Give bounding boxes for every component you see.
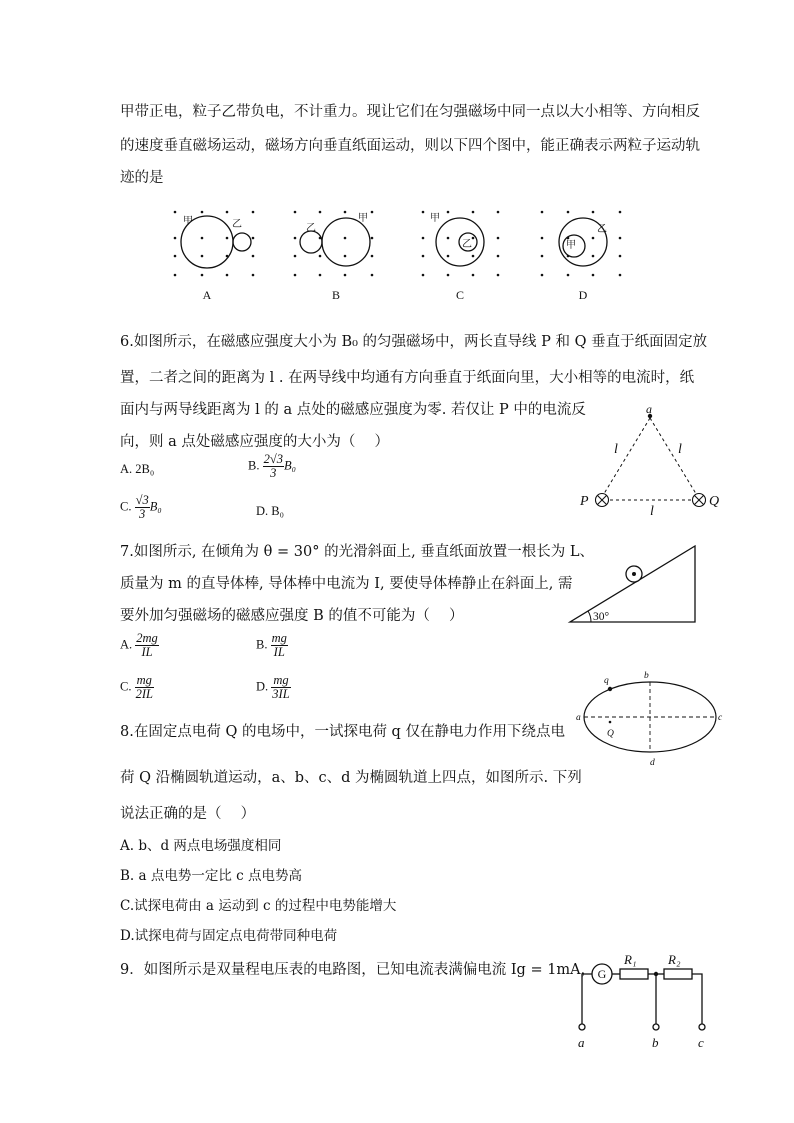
q5-line-2: 的速度垂直磁场运动，磁场方向垂直纸面运动，则以下四个图中，能正确表示两粒子运动轨 (120, 138, 700, 154)
label-l-bottom: l (650, 504, 654, 517)
label-a: a (646, 405, 652, 416)
q8-line-2: 荷 Q 沿椭圆轨道运动，a、b、c、d 为椭圆轨道上四点，如图所示. 下列 (120, 770, 582, 786)
angle-label: 30° (593, 611, 610, 623)
r2-label: R₂ (668, 952, 681, 967)
q7-option-c-num: mg (135, 674, 154, 688)
q7-option-a-fraction (135, 632, 159, 659)
dashed-side-qa (650, 418, 698, 497)
dashed-side-pa (602, 418, 650, 497)
resistor-r2-icon (664, 969, 692, 979)
q8-option-a: A. b、d 两点电场强度相同 (120, 838, 282, 854)
label-q: q (604, 676, 609, 686)
panel-d-yi-label: 乙 (597, 224, 607, 235)
q6-option-b-den: 3 (270, 466, 277, 480)
label-l-left: l (614, 442, 618, 457)
label-l-right: l (678, 442, 682, 457)
q7-option-b-den: IL (273, 645, 285, 659)
q5-line-1: 甲带正电，粒子乙带负电，不计重力。现让它们在匀强磁场中同一点以大小相等、方向相反 (120, 104, 700, 120)
q6-line-4: 向，则 a 点处磁感应强度的大小为（ ） (120, 434, 389, 450)
panel-a-jia-label: 甲 (183, 216, 193, 227)
q6-option-b-num: 2√3 (263, 452, 283, 466)
charge-Q-dot (609, 721, 612, 724)
panel-label-d: D (578, 288, 588, 302)
panel-d-jia-label: 甲 (566, 240, 576, 251)
q7-option-c-fraction (135, 674, 154, 701)
terminal-a (579, 1024, 585, 1030)
q9-line-1: 9．如图所示是双量程电压表的电路图，已知电流表满偏电流 Ig = 1mA， (120, 962, 596, 978)
terminal-c-label: c (698, 1035, 704, 1050)
resistor-r1-icon (620, 969, 648, 979)
label-Q: Q (607, 729, 614, 739)
q6-option-b-fraction (263, 453, 284, 480)
panel-a-yi-label: 乙 (232, 219, 242, 230)
q7-line-1: 7.如图所示, 在倾角为 θ = 30° 的光滑斜面上, 垂直纸面放置一根长为 L、 (120, 544, 595, 560)
q6-option-c-fraction (135, 494, 150, 521)
q6-option-c-num: √3 (135, 493, 149, 507)
panel-b-jia-label: 甲 (358, 213, 368, 224)
q5-figure (160, 200, 630, 308)
wire-c (692, 974, 702, 1024)
q7-option-b-fraction (271, 632, 288, 659)
q6-option-c-suffix: B₀ (149, 499, 162, 514)
q6-option-c (120, 494, 162, 521)
q7-option-c-prefix: C. (120, 679, 132, 694)
panel-b-yi-orbit (300, 231, 322, 253)
charge-q-dot (608, 687, 612, 691)
q7-line-2: 质量为 m 的直导体棒, 导体棒中电流为 I, 要使导体棒静止在斜面上, 需 (120, 576, 573, 592)
label-a: a (576, 713, 581, 723)
q8-option-d: D.试探电荷与固定点电荷带同种电荷 (120, 928, 338, 944)
q7-option-b-num: mg (271, 631, 287, 645)
q6-line-3: 面内与两导线距离为 l 的 a 点处的磁感应强度为零. 若仅让 P 中的电流反 (120, 402, 586, 418)
q6-line-1: 6.如图所示，在磁感应强度大小为 B₀ 的匀强磁场中，两长直导线 P 和 Q 垂直于纸面固定放 (120, 334, 708, 350)
panel-label-b: B (331, 288, 341, 302)
terminal-b-label: b (652, 1035, 659, 1050)
q7-option-d-prefix: D. (256, 679, 269, 694)
q7-option-d (256, 674, 291, 701)
q7-line-3: 要外加匀强磁场的磁感应强度 B 的值不可能为（ ） (120, 608, 464, 624)
panel-a-yi-orbit (233, 233, 251, 251)
label-q: Q (709, 494, 720, 509)
panel-c-jia-label: 甲 (430, 213, 440, 224)
q7-option-a (120, 632, 159, 659)
q7-option-a-den: IL (141, 645, 153, 659)
incline-triangle (570, 546, 695, 622)
galvanometer-label: G (597, 967, 607, 981)
q8-line-3: 说法正确的是（ ） (120, 806, 256, 822)
panel-b-yi-label: 乙 (306, 223, 316, 234)
q6-option-b-suffix: B₀ (283, 458, 296, 473)
q8-option-c: C.试探电荷由 a 运动到 c 的过程中电势能增大 (120, 898, 397, 914)
panel-label-a: A (202, 288, 212, 302)
q6-option-b-prefix: B. (248, 458, 260, 473)
q7-option-d-fraction (271, 674, 290, 701)
q7-option-a-prefix: A. (120, 637, 133, 652)
label-d: d (650, 758, 655, 768)
q7-option-d-num: mg (271, 674, 290, 688)
q7-option-a-num: 2mg (136, 631, 158, 645)
r1-label: R₁ (624, 952, 637, 967)
panel-b-jia-orbit (322, 218, 370, 266)
q6-option-d: D. B₀ (256, 504, 284, 518)
q7-incline-figure (565, 542, 700, 626)
label-b: b (644, 671, 649, 681)
q7-option-c-den: 2IL (135, 687, 153, 701)
q7-option-d-den: 3IL (272, 687, 290, 701)
q8-ellipse-figure (574, 670, 730, 774)
q6-figure (572, 405, 732, 517)
panel-c-yi-label: 乙 (462, 239, 472, 250)
junction-dot (654, 972, 658, 976)
q6-option-a: A. 2B₀ (120, 462, 155, 476)
q7-option-b (256, 632, 288, 659)
q9-circuit-figure (572, 952, 722, 1052)
q8-line-1: 8.在固定点电荷 Q 的电场中，一试探电荷 q 仅在静电力作用下绕点电 (120, 724, 565, 740)
wire-a (582, 974, 592, 1024)
q6-option-c-den: 3 (139, 507, 146, 521)
q6-line-2: 置，二者之间的距离为 l . 在两导线中均通有方向垂直于纸面向里，大小相等的电流时，纸 (120, 370, 695, 386)
q6-option-b (248, 453, 296, 480)
q8-option-b: B. a 点电势一定比 c 点电势高 (120, 868, 302, 884)
terminal-c (699, 1024, 705, 1030)
angle-arc (588, 611, 591, 622)
terminal-b (653, 1024, 659, 1030)
label-c: c (718, 713, 723, 723)
label-p: P (580, 494, 589, 509)
q7-option-c (120, 674, 154, 701)
terminal-a-label: a (578, 1035, 585, 1050)
q5-line-3: 迹的是 (120, 170, 164, 186)
panel-label-c: C (455, 288, 465, 302)
q7-option-b-prefix: B. (256, 637, 268, 652)
q6-option-c-prefix: C. (120, 499, 132, 514)
